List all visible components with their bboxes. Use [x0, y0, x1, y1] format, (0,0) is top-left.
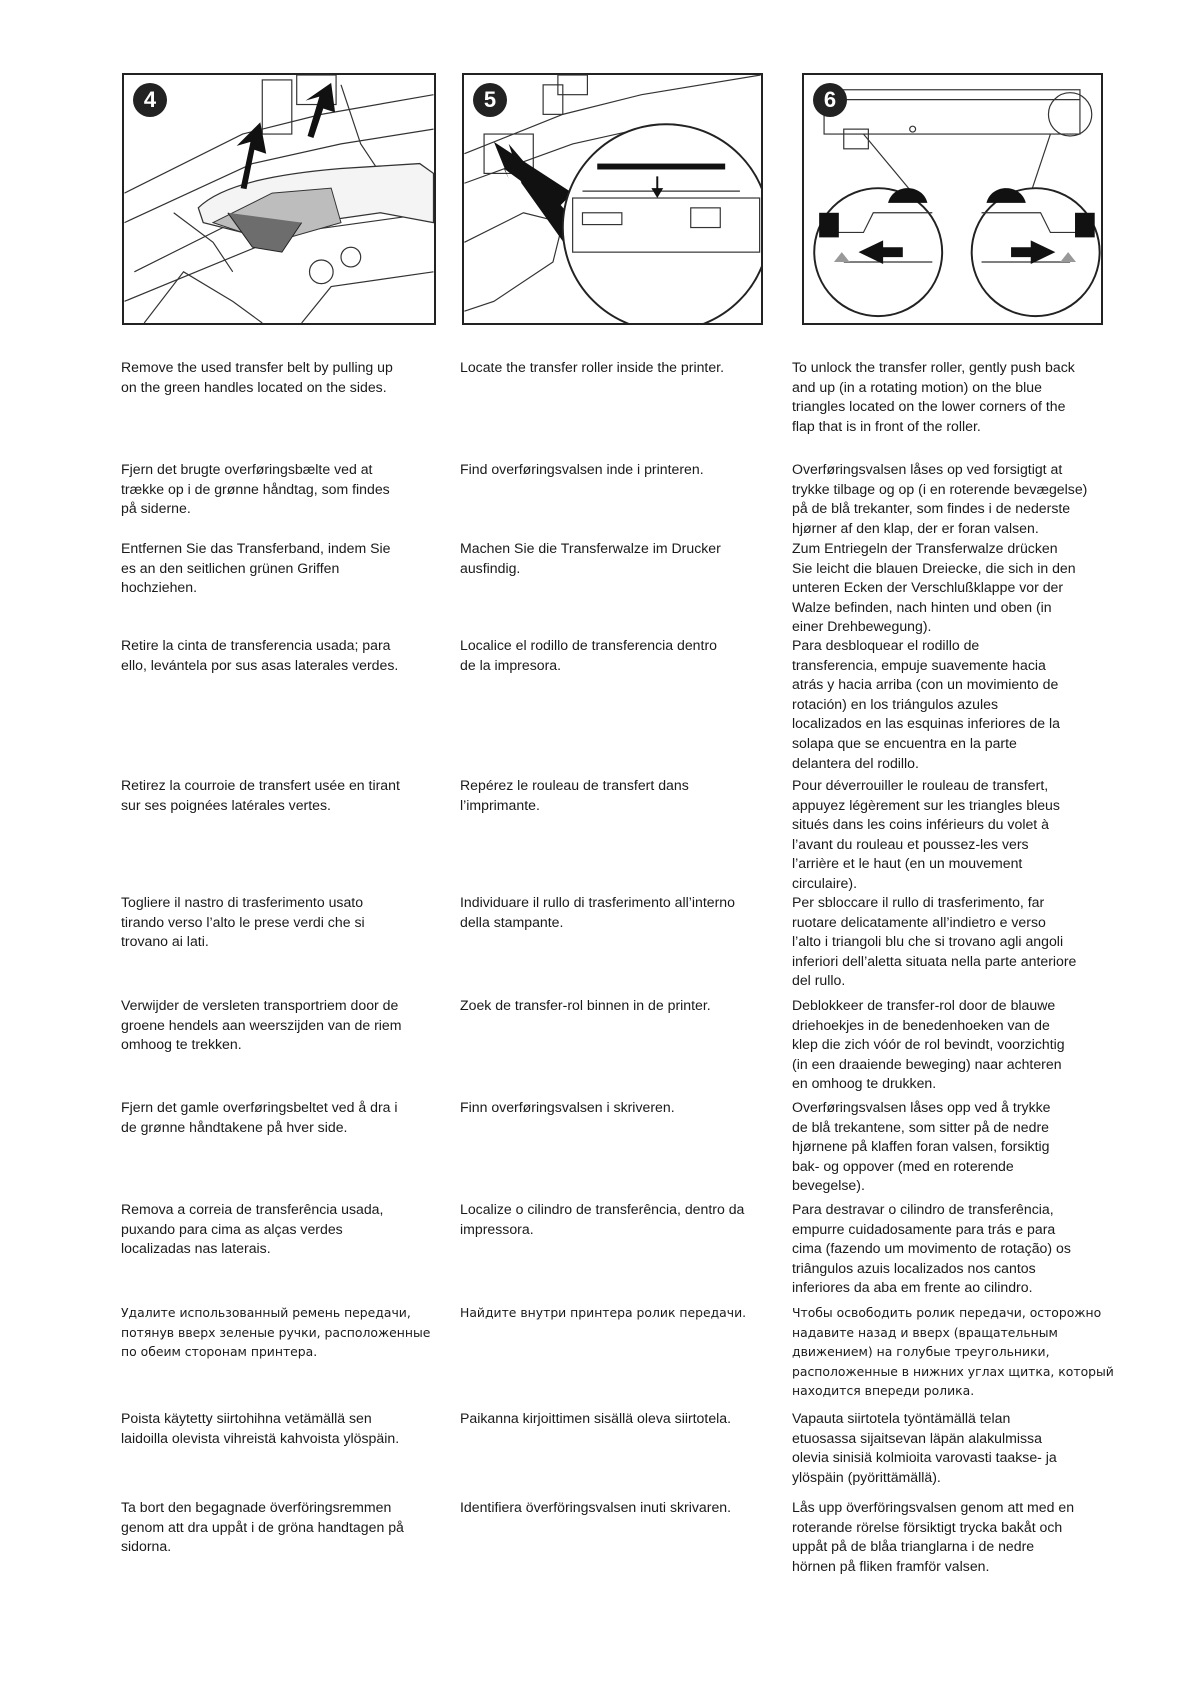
- text-line: расположенные в нижних углах щитка, который: [792, 1363, 1114, 1379]
- text-line: olevia sinisiä kolmioita varovasti taakse- ja: [792, 1449, 1057, 1466]
- text-line: unteren Ecken der Verschlußklappe vor der: [792, 579, 1064, 596]
- text-line: Para desbloquear el rodillo de: [792, 637, 980, 653]
- text-line: klep die zich vóór de rol bevindt, voorzichtig: [792, 1036, 1065, 1053]
- text-pt-col2: [460, 1200, 744, 1239]
- text-line: transferencia, empuje suavemente hacia: [792, 656, 1046, 673]
- text-da-col3: [792, 460, 1087, 538]
- text-line: Localize o cilindro de transferência, dentro da: [460, 1201, 745, 1217]
- text-line: Paikanna kirjoittimen sisällä oleva siirtotela.: [460, 1410, 732, 1426]
- text-nl-col3: [792, 996, 1065, 1094]
- text-line: Fjern det brugte overføringsbælte ved at: [121, 461, 373, 477]
- text-line: trykke tilbage og op (i en roterende bevægelse): [792, 480, 1088, 497]
- text-line: hochziehen.: [121, 579, 198, 596]
- text-line: Найдите внутри принтера ролик передачи.: [460, 1305, 747, 1320]
- text-no-col1: [121, 1098, 398, 1137]
- figure-step-6: [802, 73, 1103, 325]
- text-line: Togliere il nastro di trasferimento usato: [121, 894, 364, 910]
- text-line: ylöspäin (pyörittämällä).: [792, 1468, 941, 1485]
- text-line: genom att dra uppåt i de gröna handtagen på: [121, 1518, 404, 1535]
- text-line: Identifiera överföringsvalsen inuti skrivaren.: [460, 1499, 732, 1515]
- text-line: Retire la cinta de transferencia usada; para: [121, 637, 391, 653]
- text-line: hörnen på fliken framför valsen.: [792, 1557, 990, 1574]
- figure-step-5: [462, 73, 763, 325]
- text-line: cima (fazendo um movimento de rotação) os: [792, 1240, 1071, 1257]
- text-en-col3: [792, 358, 1075, 436]
- text-line: ausfindig.: [460, 559, 521, 576]
- text-es-col1: [121, 636, 398, 675]
- text-line: Individuare il rullo di trasferimento all’interno: [460, 894, 735, 910]
- text-line: Walze befinden, nach hinten und oben (in: [792, 598, 1052, 615]
- text-line: inferiores da aba em frente ao cilindro.: [792, 1279, 1033, 1296]
- text-it-col1: [121, 893, 365, 952]
- text-line: hjørner af den klap, der er foran valsen.: [792, 519, 1039, 536]
- text-ru-col3: [792, 1303, 1114, 1401]
- text-fi-col2: [460, 1409, 731, 1429]
- text-fr-col3: [792, 776, 1060, 894]
- text-line: localizadas nas laterais.: [121, 1240, 271, 1257]
- text-line: Find overføringsvalsen inde i printeren.: [460, 461, 704, 477]
- text-line: flap that is in front of the roller.: [792, 417, 981, 434]
- text-no-col3: [792, 1098, 1051, 1196]
- text-line: rotación) en los triángulos azules: [792, 695, 999, 712]
- text-line: del rullo.: [792, 972, 846, 989]
- text-es-col3: [792, 636, 1060, 773]
- text-line: trække op i de grønne håndtag, som findes: [121, 480, 390, 497]
- text-line: on the green handles located on the sides.: [121, 378, 387, 395]
- text-line: Zum Entriegeln der Transferwalze drücken: [792, 540, 1058, 556]
- text-line: Retirez la courroie de transfert usée en tirant: [121, 777, 400, 793]
- text-line: laidoilla olevista vihreistä kahvoista ylöspäin.: [121, 1429, 400, 1446]
- text-pt-col3: [792, 1200, 1071, 1298]
- text-nl-col2: [460, 996, 711, 1016]
- text-line: de grønne håndtakene på hver side.: [121, 1118, 348, 1135]
- text-line: triângulos azuis localizados nos cantos: [792, 1259, 1036, 1276]
- text-line: Zoek de transfer-rol binnen in de printer.: [460, 997, 711, 1013]
- text-line: Sie leicht die blauen Dreiecke, die sich in den: [792, 559, 1076, 576]
- text-en-col2: [460, 358, 724, 378]
- text-sv-col2: [460, 1498, 731, 1518]
- text-de-col2: [460, 539, 721, 578]
- text-line: sidorna.: [121, 1538, 172, 1555]
- text-it-col2: [460, 893, 735, 932]
- text-de-col3: [792, 539, 1076, 637]
- text-line: l’imprimante.: [460, 796, 540, 813]
- text-line: della stampante.: [460, 913, 564, 930]
- text-line: puxando para cima as alças verdes: [121, 1220, 343, 1237]
- step-badge: 4: [133, 83, 167, 117]
- text-line: tirando verso l’alto le prese verdi che si: [121, 913, 365, 930]
- text-line: de la impresora.: [460, 656, 562, 673]
- text-line: Per sbloccare il rullo di trasferimento, far: [792, 894, 1045, 910]
- text-line: Overføringsvalsen låses opp ved å trykke: [792, 1099, 1051, 1115]
- text-line: triangles located on the lower corners of the: [792, 398, 1066, 415]
- text-line: l’arrière et le haut (en un mouvement: [792, 855, 1023, 872]
- text-line: de blå trekantene, som sitter på de nedre: [792, 1118, 1049, 1135]
- text-line: Ta bort den begagnade överföringsremmen: [121, 1499, 392, 1515]
- text-line: Localice el rodillo de transferencia dentro: [460, 637, 717, 653]
- step-badge: 5: [473, 83, 507, 117]
- text-line: groene hendels aan weerszijden van de riem: [121, 1016, 402, 1033]
- text-line: Pour déverrouiller le rouleau de transfert,: [792, 777, 1049, 793]
- text-line: es an den seitlichen grünen Griffen: [121, 559, 340, 576]
- text-line: Repérez le rouleau de transfert dans: [460, 777, 689, 793]
- text-line: Remove the used transfer belt by pulling up: [121, 359, 393, 375]
- figure-step-4: [122, 73, 436, 325]
- text-es-col2: [460, 636, 717, 675]
- text-line: hjørnene på klaffen foran valsen, forsiktig: [792, 1138, 1050, 1155]
- text-line: Чтобы освободить ролик передачи, осторожно: [792, 1305, 1102, 1320]
- text-line: uppåt på de blåa trianglarna i de nedre: [792, 1538, 1035, 1555]
- text-sv-col3: [792, 1498, 1074, 1576]
- text-ru-col1: [121, 1303, 430, 1362]
- text-line: Poista käytetty siirtohihna vetämällä sen: [121, 1410, 372, 1426]
- text-line: потянув вверх зеленые ручки, расположенные: [121, 1324, 431, 1340]
- text-line: Machen Sie die Transferwalze im Drucker: [460, 540, 721, 556]
- text-line: localizados en las esquinas inferiores de la: [792, 715, 1060, 732]
- text-line: sur ses poignées latérales vertes.: [121, 796, 331, 813]
- text-line: en omhoog te drukken.: [792, 1075, 937, 1092]
- text-line: Lås upp överföringsvalsen genom att med en: [792, 1499, 1075, 1515]
- text-line: delantera del rodillo.: [792, 754, 919, 771]
- text-line: atrás y hacia arriba (con un movimiento de: [792, 676, 1059, 693]
- text-line: ello, levántela por sus asas laterales verdes.: [121, 656, 399, 673]
- text-line: Remova a correia de transferência usada,: [121, 1201, 384, 1217]
- text-line: på siderne.: [121, 500, 191, 517]
- text-line: Locate the transfer roller inside the printer.: [460, 359, 725, 375]
- text-en-col1: [121, 358, 393, 397]
- text-line: inferiori dell’aletta situata nella parte anteriore: [792, 952, 1077, 969]
- text-fi-col3: [792, 1409, 1057, 1487]
- text-line: To unlock the transfer roller, gently push back: [792, 359, 1075, 375]
- text-line: движением) на голубые треугольники,: [792, 1344, 1050, 1360]
- text-da-col2: [460, 460, 704, 480]
- text-line: situés dans les coins inférieurs du volet à: [792, 816, 1049, 833]
- text-line: Overføringsvalsen låses op ved forsigtigt at: [792, 461, 1063, 477]
- text-fi-col1: [121, 1409, 399, 1448]
- text-line: trovano ai lati.: [121, 933, 209, 950]
- text-line: impressora.: [460, 1220, 534, 1237]
- text-ru-col2: [460, 1303, 746, 1323]
- text-line: l’alto i triangoli blu che si trovano agli angoli: [792, 933, 1064, 950]
- text-fr-col2: [460, 776, 689, 815]
- text-line: (in een draaiende beweging) naar achteren: [792, 1055, 1062, 1072]
- illustration-remove-belt: [124, 75, 434, 323]
- illustration-unlock-roller: [804, 75, 1101, 323]
- text-it-col3: [792, 893, 1076, 991]
- text-line: по обеим сторонам принтера.: [121, 1344, 318, 1360]
- text-line: circulaire).: [792, 874, 857, 891]
- text-line: appuyez légèrement sur les triangles bleus: [792, 796, 1060, 813]
- text-line: Fjern det gamle overføringsbeltet ved å dra i: [121, 1099, 398, 1115]
- text-pt-col1: [121, 1200, 383, 1259]
- illustration-locate-roller: [464, 75, 761, 323]
- text-line: Para destravar o cilindro de transferência,: [792, 1201, 1054, 1217]
- text-line: Verwijder de versleten transportriem door de: [121, 997, 399, 1013]
- text-line: etuosassa sijaitsevan läpän alakulmissa: [792, 1429, 1042, 1446]
- text-line: l’avant du rouleau et poussez-les vers: [792, 835, 1029, 852]
- text-line: Удалите использованный ремень передачи,: [121, 1305, 411, 1320]
- text-line: solapa que se encuentra en la parte: [792, 734, 1017, 751]
- text-line: roterande rörelse försiktigt trycka bakåt och: [792, 1518, 1063, 1535]
- text-line: omhoog te trekken.: [121, 1036, 242, 1053]
- text-line: bevegelse).: [792, 1177, 865, 1194]
- text-line: находится впереди ролика.: [792, 1383, 975, 1399]
- text-line: and up (in a rotating motion) on the blue: [792, 378, 1042, 395]
- text-de-col1: [121, 539, 391, 598]
- text-line: bak- og oppover (med en roterende: [792, 1157, 1014, 1174]
- text-line: empurre cuidadosamente para trás e para: [792, 1220, 1056, 1237]
- text-line: Deblokkeer de transfer-rol door de blauwe: [792, 997, 1056, 1013]
- text-line: надавите назад и вверх (вращательным: [792, 1324, 1058, 1340]
- text-line: på de blå trekanter, som findes i de nederste: [792, 500, 1071, 517]
- text-line: einer Drehbewegung).: [792, 618, 932, 635]
- text-fr-col1: [121, 776, 400, 815]
- text-line: ruotare delicatamente all’indietro e verso: [792, 913, 1046, 930]
- text-line: Vapauta siirtotela työntämällä telan: [792, 1410, 1011, 1426]
- text-line: driehoekjes in de benedenhoeken van de: [792, 1016, 1050, 1033]
- text-nl-col1: [121, 996, 402, 1055]
- text-line: Entfernen Sie das Transferband, indem Sie: [121, 540, 391, 556]
- text-no-col2: [460, 1098, 675, 1118]
- step-badge: 6: [813, 83, 847, 117]
- text-sv-col1: [121, 1498, 404, 1557]
- text-da-col1: [121, 460, 390, 519]
- text-line: Finn overføringsvalsen i skriveren.: [460, 1099, 675, 1115]
